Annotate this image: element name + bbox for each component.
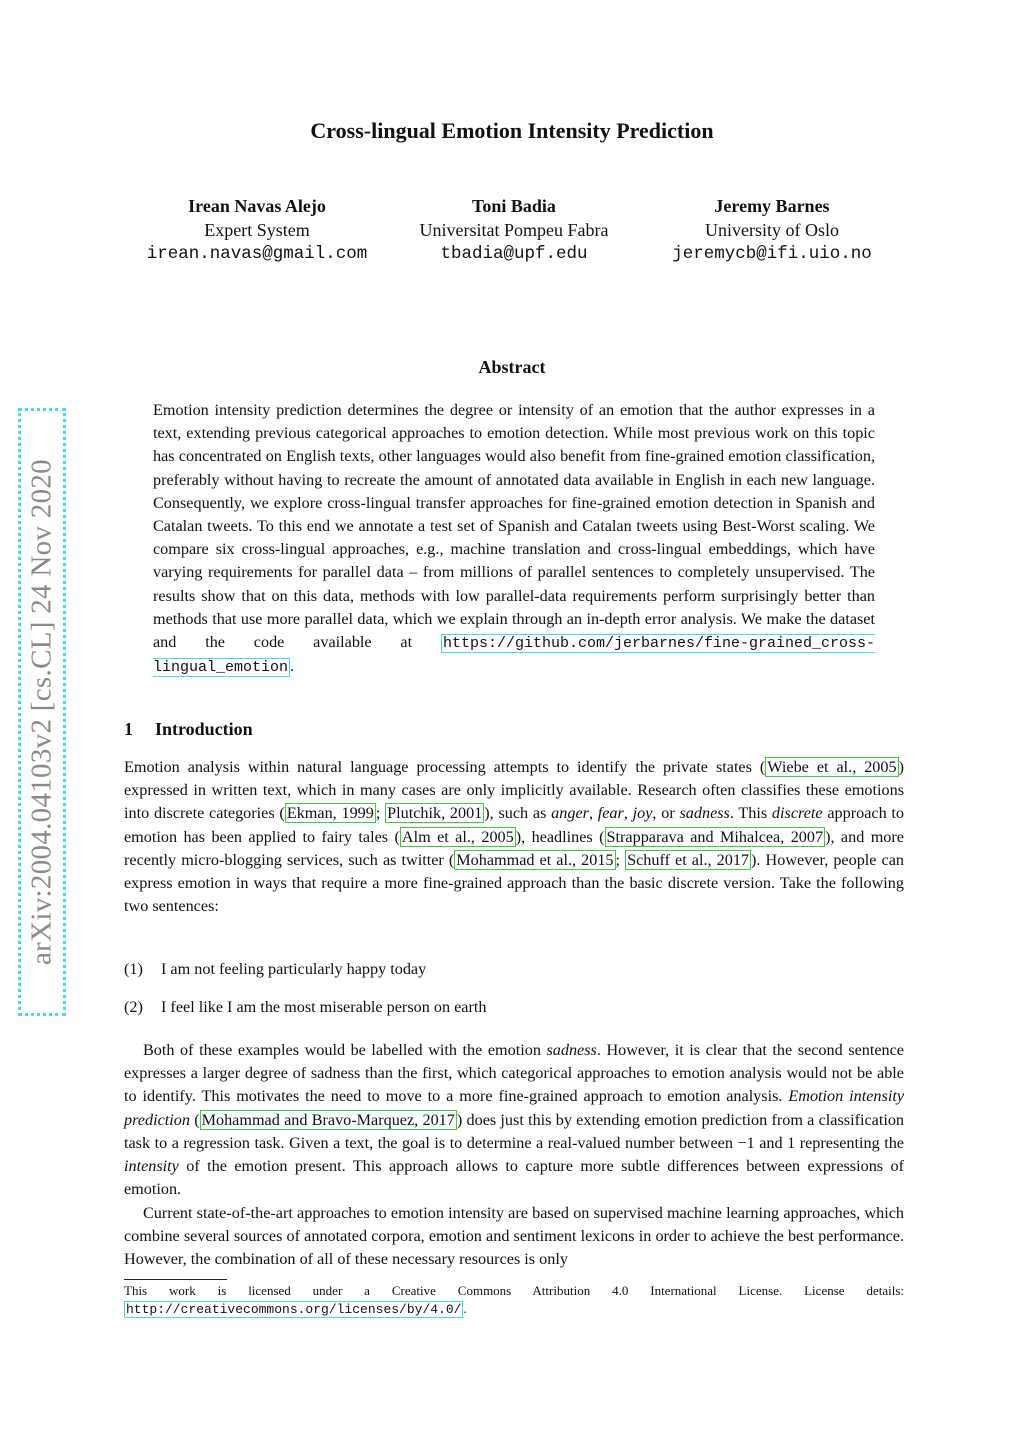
footnote-divider	[124, 1279, 227, 1280]
abstract-code-link[interactable]: https://github.com/jerbarnes/fine-grained_cross-lingual_emotion	[153, 635, 876, 677]
introduction-heading	[124, 719, 253, 740]
citation-link[interactable]: Plutchik, 2001	[387, 804, 483, 823]
example-number: (2)	[124, 998, 143, 1016]
author-block-3	[622, 194, 922, 266]
paper-title: Cross-lingual Emotion Intensity Prediction	[310, 118, 714, 143]
citation-link[interactable]: Mohammad et al., 2015	[456, 850, 614, 869]
arxiv-identifier-text: arXiv:2004.04103v2 [cs.CL] 24 Nov 2020	[25, 459, 58, 965]
intro-paragraph-1: Emotion analysis within natural language processing attempts to identify the private states ( Wiebe et al., 2005 ) expressed in written text, which in many cases are only implicitly available. Research often classifies these emotions into discrete categories ( Ekman, 1999 ; Plutchik, 2001 ), such as anger, fear, joy, or sadness. This discrete approach to emotion has been applied to fairy tales ( Alm et al., 2005 ), headlines ( Strapparava and Mihalcea, 2007 ), and more recently micro-blogging services, such as twitter ( Mohammad et al., 2015 ; Schuff et al., 2017 ). However, people can express emotion in ways that require a more fine-grained approach than the basic discrete version. Take the following two sentences:	[124, 758, 905, 916]
citation-link[interactable]: Wiebe et al., 2005	[767, 758, 897, 776]
license-footnote: This work is licensed under a Creative Commons Attribution 4.0 International License. License details: http://creativecommons.org/licenses/by/4.0/ .	[124, 1283, 904, 1317]
intro-paragraph-3: Current state-of-the-art approaches to emotion intensity are based on supervised machine learning approaches, which combine several sources of annotated corpora, emotion and sentiment lexicons in order to achieve the best performance. However, the combination of all of these necessary resources is only	[124, 1204, 904, 1269]
example-number: (1)	[124, 960, 143, 978]
citation-link[interactable]: Schuff et al., 2017	[627, 850, 750, 869]
citation-link[interactable]: Ekman, 1999	[286, 804, 374, 823]
citation-link[interactable]: Strapparava and Mihalcea, 2007	[606, 827, 824, 846]
example-sentence-2	[124, 998, 486, 1017]
citation-link[interactable]: Mohammad and Bravo-Marquez, 2017	[201, 1110, 455, 1129]
section-number: 1	[124, 719, 133, 739]
author-name: Toni Badia	[472, 196, 556, 216]
example-sentence-1	[124, 960, 426, 979]
abstract-heading: Abstract	[478, 357, 546, 377]
author-email: jeremycb@ifi.uio.no	[672, 244, 872, 264]
license-link[interactable]: http://creativecommons.org/licenses/by/4.0/	[126, 1302, 462, 1317]
author-name: Irean Navas Alejo	[188, 196, 326, 216]
example-text: I am not feeling particularly happy today	[161, 960, 427, 978]
author-email: irean.navas@gmail.com	[146, 244, 368, 264]
abstract-body	[153, 399, 875, 679]
footnote-text: This work is licensed under a Creative Commons Attribution 4.0 International License. License details:	[124, 1283, 904, 1298]
author-affiliation: Expert System	[204, 220, 310, 240]
citation-link[interactable]: Alm et al., 2005	[401, 827, 514, 846]
author-name: Jeremy Barnes	[714, 196, 830, 216]
example-text: I feel like I am the most miserable person on earth	[161, 998, 487, 1016]
section-title: Introduction	[155, 719, 253, 739]
intro-paragraph-2: Both of these examples would be labelled with the emotion sadness. However, it is clear that the second sentence expresses a larger degree of sadness than the first, which categorical approaches to emotion analysis would not be able to identify. This motivates the need to move to a more fine-grained approach to emotion analysis. Emotion intensity prediction ( Mohammad and Bravo-Marquez, 2017 ) does just this by extending emotion prediction from a classification task to a regression task. Given a text, the goal is to determine a real-valued number between −1 and 1 representing the intensity of the emotion present. This approach allows to capture more subtle differences between expressions of emotion.	[124, 1041, 905, 1199]
author-affiliation: University of Oslo	[705, 220, 839, 240]
author-block-1	[107, 194, 407, 266]
abstract-end-period: .	[290, 657, 295, 676]
author-block-2	[364, 194, 664, 266]
author-affiliation: Universitat Pompeu Fabra	[419, 220, 609, 240]
arxiv-identifier-stamp[interactable]	[18, 408, 66, 1016]
author-email: tbadia@upf.edu	[440, 244, 588, 264]
abstract-text: Emotion intensity prediction determines the degree or intensity of an emotion that the author expresses in a text, extending previous categorical approaches to emotion detection. While most previous work on this topic has concentrated on English texts, other languages would also benefit from fine-grained emotion classification, preferably without having to recreate the amount of annotated data available in English in each new language. Consequently, we explore cross-lingual transfer approaches for fine-grained emotion detection in Spanish and Catalan tweets. To this end we annotate a test set of Spanish and Catalan tweets using Best-Worst scaling. We compare six cross-lingual approaches, e.g., machine translation and cross-lingual embeddings, which have varying requirements for parallel data – from millions of parallel sentences to completely unsupervised. The results show that on this data, methods with low parallel-data requirements perform surprisingly better than methods that use more parallel data, which we explain through an in-depth error analysis. We make the dataset and the code available at	[153, 401, 875, 652]
